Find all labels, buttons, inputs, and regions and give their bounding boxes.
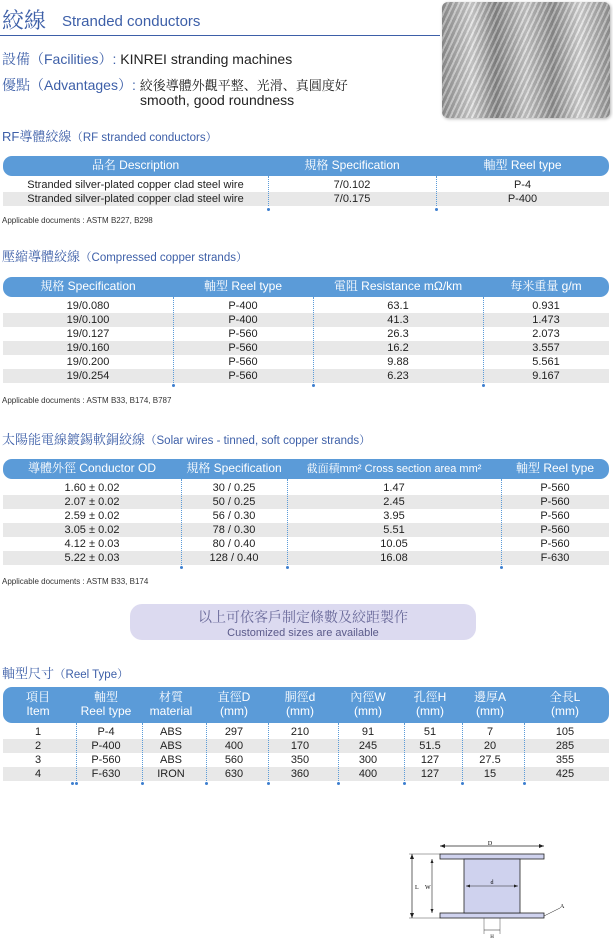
reel-cell: 355 (555, 754, 575, 766)
solar-cell: P-560 (540, 482, 570, 494)
divider-dot (267, 782, 270, 785)
divider-dot (141, 782, 144, 785)
reel-cell: 3 (34, 754, 42, 766)
solar-cell: P-560 (540, 524, 570, 536)
reel-cell: 20 (483, 740, 497, 752)
compressed-cell: 19/0.200 (66, 356, 110, 368)
dimension-A-leader (544, 908, 560, 916)
column-divider (268, 723, 269, 781)
solar-cell: 3.05 ± 0.02 (64, 524, 120, 536)
reel-table-header (3, 687, 609, 723)
banner-text-zh: 以上可依客戶制定條數及絞距製作 (198, 610, 408, 626)
reel-cell: 170 (290, 740, 310, 752)
reel-header-zh: 項目 (25, 690, 50, 705)
rf-cell: P-400 (507, 193, 538, 205)
compressed-cell: 9.88 (387, 356, 409, 368)
divider-dot (71, 782, 74, 785)
reel-header-zh: 胴徑d (284, 690, 316, 705)
rf-col-description: 品名 Description (91, 158, 180, 173)
solar-cell: 4.12 ± 0.03 (64, 538, 120, 550)
advantages-value-zh: 絞後導體外觀平整、光滑、真圓度好 (139, 79, 348, 94)
reel-header-en: (mm) (354, 704, 382, 718)
column-divider (268, 176, 269, 206)
table-row (3, 537, 609, 551)
solar-cell: P-560 (540, 510, 570, 522)
reel-cell: IRON (157, 768, 185, 780)
solar-applicable-documents: Applicable documents : ASTM B33, B174 (2, 577, 149, 586)
reel-header-en: (mm) (220, 704, 248, 718)
compressed-cell: 19/0.254 (66, 370, 110, 382)
compressed-cell: 26.3 (387, 328, 409, 340)
arrow-head (431, 909, 434, 913)
reel-header-en: (mm) (551, 704, 579, 718)
reel-cell: ABS (159, 740, 182, 752)
reel-header-zh: 材質 (158, 690, 183, 705)
reel-cell: 51 (423, 726, 437, 738)
compressed-cell: P-560 (228, 342, 258, 354)
compressed-cell: 19/0.160 (66, 342, 110, 354)
table-row (3, 299, 609, 313)
solar-col-od: 導體外徑 Conductor OD (27, 461, 157, 476)
reel-section-title (2, 663, 129, 682)
reel-dimension-diagram (404, 838, 576, 942)
solar-cell: 5.22 ± 0.03 (64, 552, 120, 564)
rf-title-zh: RF導體絞線 (2, 129, 72, 144)
solar-cell: P-560 (540, 496, 570, 508)
compressed-cell: P-560 (228, 370, 258, 382)
table-row (3, 355, 609, 369)
arrow-head (440, 844, 445, 848)
divider-dot (523, 782, 526, 785)
reel-cell: F-630 (91, 768, 121, 780)
compressed-cell: 41.3 (387, 314, 409, 326)
reel-header-en: Item (26, 704, 50, 718)
compressed-title-zh: 壓縮導體絞線 (2, 249, 81, 264)
solar-cell: 2.45 (383, 496, 405, 508)
solar-cell: 80 / 0.40 (212, 538, 256, 550)
reel-cell: 2 (34, 740, 42, 752)
label-L: L (415, 885, 419, 891)
reel-cell: 245 (358, 740, 378, 752)
reel-header-zh: 直徑D (217, 690, 251, 705)
reel-header-zh: 內徑W (350, 690, 386, 705)
divider-dot (337, 782, 340, 785)
solar-title-en: （Solar wires - tinned, soft copper strands） (145, 435, 371, 447)
compressed-cell: 19/0.080 (66, 300, 110, 312)
reel-header-en: (mm) (286, 704, 314, 718)
column-divider (524, 723, 525, 781)
compressed-col-weight: 每米重量 g/m (510, 279, 582, 294)
column-divider (462, 723, 463, 781)
table-row (3, 178, 609, 192)
arrow-head (539, 844, 544, 848)
reel-cell: 400 (358, 768, 378, 780)
table-row (3, 725, 609, 739)
rf-col-specification: 規格 Specification (304, 158, 400, 173)
rf-title-en: （RF stranded conductors） (71, 132, 218, 144)
reel-cell: 300 (358, 754, 378, 766)
reel-title-zh: 軸型尺寸 (2, 666, 55, 681)
solar-cell: 56 / 0.30 (212, 510, 256, 522)
solar-cell: 30 / 0.25 (212, 482, 256, 494)
compressed-cell: 19/0.127 (66, 328, 110, 340)
rf-col-reel-type: 軸型 Reel type (483, 158, 562, 173)
rf-cell: Stranded silver-plated copper clad steel wire (27, 179, 244, 191)
column-divider (483, 297, 484, 383)
reel-col-header (459, 687, 521, 723)
compressed-cell: 6.23 (387, 370, 409, 382)
solar-cell: 1.47 (383, 482, 405, 494)
column-divider (313, 297, 314, 383)
solar-col-spec: 規格 Specification (186, 461, 282, 476)
customization-banner (130, 604, 476, 640)
table-row (3, 509, 609, 523)
reel-cell: 7 (486, 726, 494, 738)
compressed-applicable-documents: Applicable documents : ASTM B33, B174, B787 (2, 396, 172, 405)
label-H: H (490, 935, 494, 940)
table-row (3, 495, 609, 509)
reel-bottom-flange (440, 913, 544, 918)
solar-section-title (2, 429, 371, 448)
divider-dot (482, 384, 485, 387)
solar-table-header (3, 459, 609, 479)
facilities-line (2, 49, 292, 69)
compressed-cell: P-560 (228, 356, 258, 368)
solar-cell: F-630 (540, 552, 570, 564)
reel-cell: 630 (224, 768, 244, 780)
reel-col-header (73, 687, 139, 723)
compressed-cell: 9.167 (532, 370, 560, 382)
reel-cell: 425 (555, 768, 575, 780)
reel-header-zh: 軸型 (93, 690, 118, 705)
divider-dot (180, 566, 183, 569)
compressed-cell: 63.1 (387, 300, 409, 312)
reel-header-zh: 邊厚A (473, 690, 506, 705)
advantages-value-en: smooth, good roundness (140, 92, 295, 108)
reel-title-en: （Reel Type） (54, 669, 129, 681)
reel-cell: P-4 (97, 726, 115, 738)
column-divider (287, 479, 288, 565)
title-underline (0, 35, 440, 36)
column-divider (206, 723, 207, 781)
arrow-head (431, 859, 434, 863)
divider-dot (435, 208, 438, 211)
reel-header-en: (mm) (416, 704, 444, 718)
reel-header-zh: 孔徑H (413, 690, 447, 705)
compressed-section-title (2, 246, 247, 265)
page-title-en: Stranded conductors (62, 13, 201, 30)
reel-cell: 27.5 (479, 754, 501, 766)
rf-cell: Stranded silver-plated copper clad steel wire (27, 193, 244, 205)
solar-cell: 10.05 (380, 538, 408, 550)
solar-cell: 1.60 ± 0.02 (64, 482, 120, 494)
label-d: d (490, 880, 494, 886)
column-divider (436, 176, 437, 206)
label-A: A (560, 904, 565, 910)
divider-dot (403, 782, 406, 785)
column-divider (181, 479, 182, 565)
solar-col-area: 截面積mm² Cross section area mm² (306, 462, 482, 475)
reel-col-header (139, 687, 203, 723)
rf-applicable-documents: Applicable documents : ASTM B227, B298 (2, 216, 153, 225)
column-divider (142, 723, 143, 781)
column-divider (501, 479, 502, 565)
reel-cell: 360 (290, 768, 310, 780)
compressed-cell: 2.073 (532, 328, 560, 340)
compressed-col-reel: 軸型 Reel type (203, 279, 283, 294)
column-divider (404, 723, 405, 781)
compressed-cell: 16.2 (387, 342, 409, 354)
table-row (3, 192, 609, 206)
divider-dot (461, 782, 464, 785)
rf-cell: 7/0.175 (333, 193, 371, 205)
reel-top-flange (440, 854, 544, 859)
reel-cell: 400 (224, 740, 244, 752)
compressed-cell: 3.557 (532, 342, 560, 354)
divider-dot (172, 384, 175, 387)
rf-table-header (3, 156, 609, 176)
divider-dot (312, 384, 315, 387)
label-W: W (425, 885, 431, 891)
column-divider (173, 297, 174, 383)
divider-dot (205, 782, 208, 785)
reel-cell: 15 (483, 768, 497, 780)
table-row (3, 481, 609, 495)
reel-cell: 4 (34, 768, 42, 780)
compressed-col-resistance: 電阻 Resistance mΩ/km (333, 279, 463, 294)
reel-cell: 1 (34, 726, 42, 738)
table-row (3, 753, 609, 767)
solar-cell: P-560 (540, 538, 570, 550)
table-row (3, 551, 609, 565)
banner-text-en: Customized sizes are available (227, 627, 379, 639)
rf-section-title (2, 126, 217, 145)
reel-cell: 210 (290, 726, 310, 738)
solar-title-zh: 太陽能電線鍍錫軟銅絞線 (2, 432, 146, 447)
reel-cell: 127 (420, 754, 440, 766)
reel-cell: ABS (159, 726, 182, 738)
table-row (3, 313, 609, 327)
reel-cell: 285 (555, 740, 575, 752)
solar-col-reel: 軸型 Reel type (515, 461, 595, 476)
arrow-head (410, 913, 414, 918)
page-title-zh: 絞線 (2, 9, 47, 34)
reel-cell: 105 (555, 726, 575, 738)
divider-dot (286, 566, 289, 569)
table-row (3, 369, 609, 383)
solar-cell: 128 / 0.40 (209, 552, 259, 564)
table-row (3, 523, 609, 537)
table-row (3, 767, 609, 781)
solar-cell: 3.95 (383, 510, 405, 522)
reel-cell: 51.5 (419, 740, 441, 752)
compressed-cell: 1.473 (532, 314, 560, 326)
reel-cell: 350 (290, 754, 310, 766)
reel-cell: ABS (159, 754, 182, 766)
arrow-head (410, 854, 414, 859)
reel-col-header (3, 687, 73, 723)
reel-cell: 297 (224, 726, 244, 738)
solar-cell: 2.07 ± 0.02 (64, 496, 120, 508)
advantages-label: 優點（Advantages）: (2, 77, 136, 93)
compressed-cell: P-560 (228, 328, 258, 340)
reel-col-header (401, 687, 459, 723)
compressed-cell: P-400 (228, 314, 258, 326)
reel-cell: 91 (361, 726, 375, 738)
reel-cell: 560 (224, 754, 244, 766)
reel-col-header (335, 687, 401, 723)
compressed-cell: 0.931 (532, 300, 560, 312)
facilities-label: 設備（Facilities）: (2, 51, 117, 67)
compressed-cell: 5.561 (532, 356, 560, 368)
reel-col-header (265, 687, 335, 723)
reel-header-zh: 全長L (549, 690, 581, 705)
rf-cell: 7/0.102 (333, 179, 371, 191)
table-row (3, 739, 609, 753)
divider-dot (75, 782, 78, 785)
divider-dot (500, 566, 503, 569)
table-row (3, 327, 609, 341)
solar-cell: 16.08 (380, 552, 408, 564)
rf-cell: P-4 (513, 179, 532, 191)
stranded-wire-photo (442, 2, 610, 118)
compressed-title-en: （Compressed copper strands） (80, 252, 248, 264)
reel-header-en: material (149, 704, 193, 718)
column-divider (76, 723, 77, 781)
reel-cell: 127 (420, 768, 440, 780)
reel-header-en: (mm) (476, 704, 504, 718)
reel-cell: P-560 (91, 754, 121, 766)
compressed-cell: P-400 (228, 300, 258, 312)
label-D: D (487, 841, 493, 847)
compressed-col-spec: 規格 Specification (40, 279, 136, 294)
solar-cell: 78 / 0.30 (212, 524, 256, 536)
compressed-cell: 19/0.100 (66, 314, 110, 326)
divider-dot (267, 208, 270, 211)
reel-header-en: Reel type (80, 704, 132, 718)
solar-cell: 50 / 0.25 (212, 496, 256, 508)
reel-col-header (203, 687, 265, 723)
compressed-table-header (3, 277, 609, 297)
reel-col-header (521, 687, 609, 723)
solar-cell: 2.59 ± 0.02 (64, 510, 120, 522)
reel-cell: P-400 (91, 740, 121, 752)
table-row (3, 341, 609, 355)
solar-cell: 5.51 (383, 524, 405, 536)
column-divider (338, 723, 339, 781)
facilities-value: KINREI stranding machines (120, 51, 293, 67)
